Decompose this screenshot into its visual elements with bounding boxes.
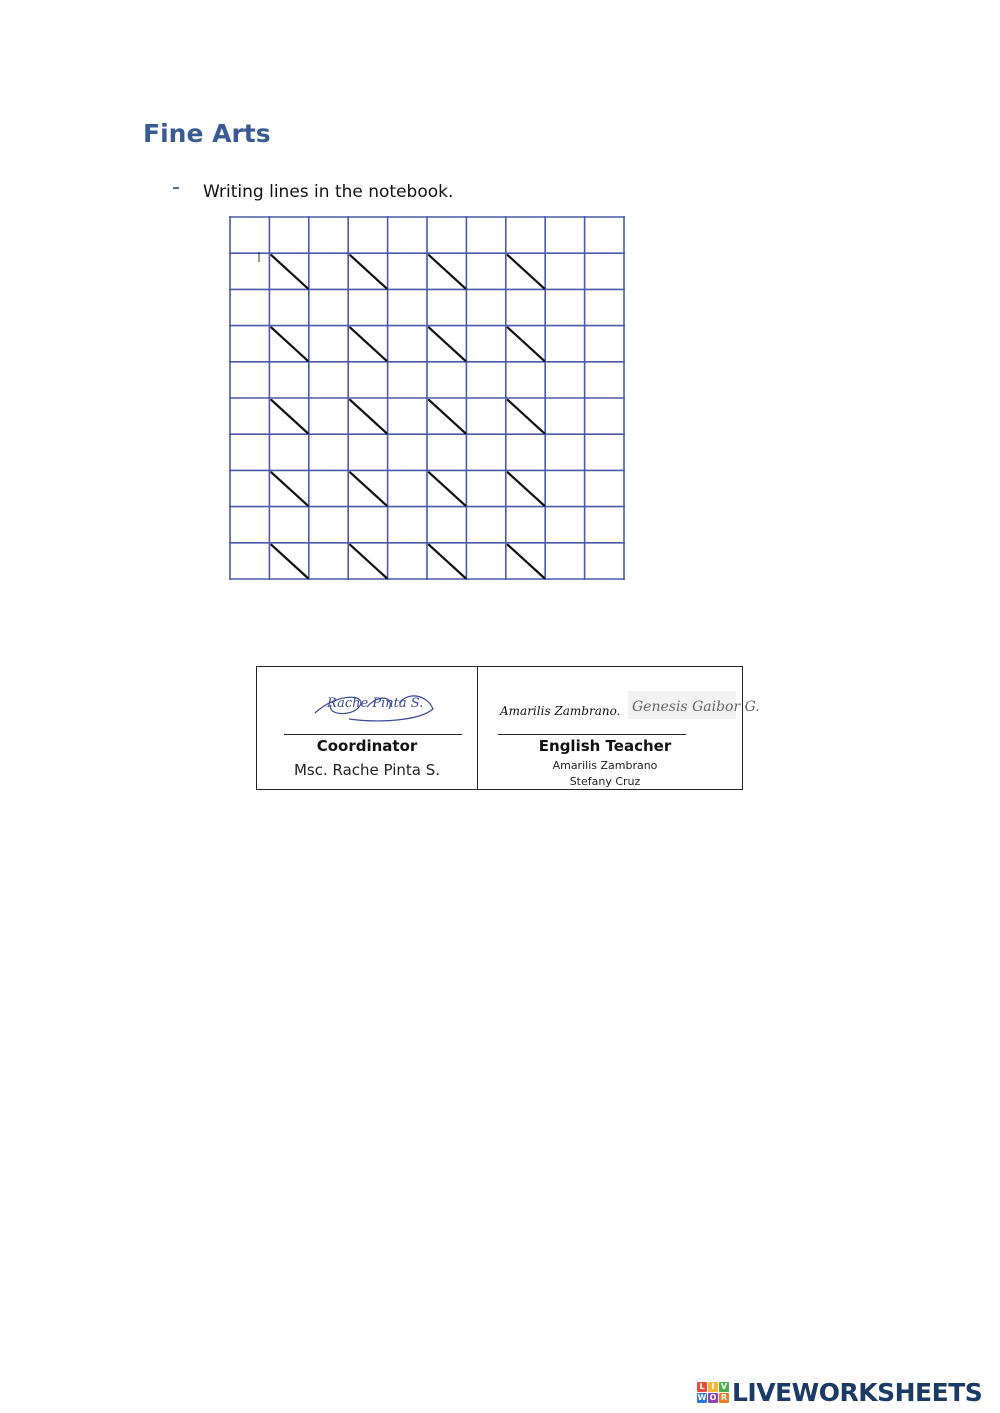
coordinator-signature <box>309 685 439 727</box>
diagonal-stroke <box>429 328 465 361</box>
diagonal-stroke <box>508 472 544 505</box>
page-title: Fine Arts <box>143 119 271 148</box>
diagonal-stroke <box>429 400 465 433</box>
diagonal-stroke <box>271 400 307 433</box>
teacher-signatures <box>498 689 760 723</box>
diagonal-stroke <box>508 328 544 361</box>
signature-table <box>256 666 760 790</box>
diagonal-stroke <box>508 545 544 578</box>
diagonal-stroke <box>350 545 386 578</box>
notebook-grid <box>229 216 625 580</box>
diagonal-stroke <box>271 545 307 578</box>
diagonal-stroke <box>350 400 386 433</box>
logo-tile: O <box>709 1393 717 1402</box>
teacher-signature-line <box>498 734 686 735</box>
diagonal-stroke <box>508 400 544 433</box>
diagonal-stroke <box>271 328 307 361</box>
instruction-text: Writing lines in the notebook. <box>203 182 454 202</box>
logo-tile: R <box>720 1393 728 1402</box>
diagonal-stroke <box>429 472 465 505</box>
coordinator-cell <box>257 667 478 789</box>
diagonal-stroke <box>271 472 307 505</box>
diagonal-stroke <box>350 328 386 361</box>
bullet-dash: - <box>172 175 180 200</box>
liveworksheets-logo <box>697 1378 982 1407</box>
coordinator-signature-line <box>284 734 462 735</box>
svg-text:Genesis Gaibor G.: Genesis Gaibor G. <box>632 699 760 715</box>
logo-tiles-icon <box>697 1382 729 1403</box>
teacher-cell <box>478 667 760 789</box>
teacher-name-2: Stefany Cruz <box>569 775 641 788</box>
svg-text:Amarilis Zambrano.: Amarilis Zambrano. <box>500 704 621 718</box>
logo-tile: V <box>720 1382 728 1391</box>
teacher-name-1: Amarilis Zambrano <box>552 759 658 772</box>
logo-tile: W <box>697 1393 707 1402</box>
teacher-role: English Teacher <box>538 737 672 755</box>
diagonal-stroke <box>350 472 386 505</box>
diagonal-stroke <box>508 255 544 288</box>
coordinator-role: Coordinator <box>316 737 418 755</box>
logo-tile: L <box>697 1382 707 1392</box>
diagonal-stroke <box>350 255 386 288</box>
diagonal-stroke <box>429 545 465 578</box>
diagonal-stroke <box>429 255 465 288</box>
instruction-item <box>172 175 454 202</box>
coordinator-name: Msc. Rache Pinta S. <box>293 761 441 779</box>
svg-text:Rache Pinta S.: Rache Pinta S. <box>327 696 424 711</box>
logo-text: LIVEWORKSHEETS <box>732 1378 983 1407</box>
logo-tile: I <box>708 1382 718 1392</box>
diagonal-stroke <box>271 255 307 288</box>
